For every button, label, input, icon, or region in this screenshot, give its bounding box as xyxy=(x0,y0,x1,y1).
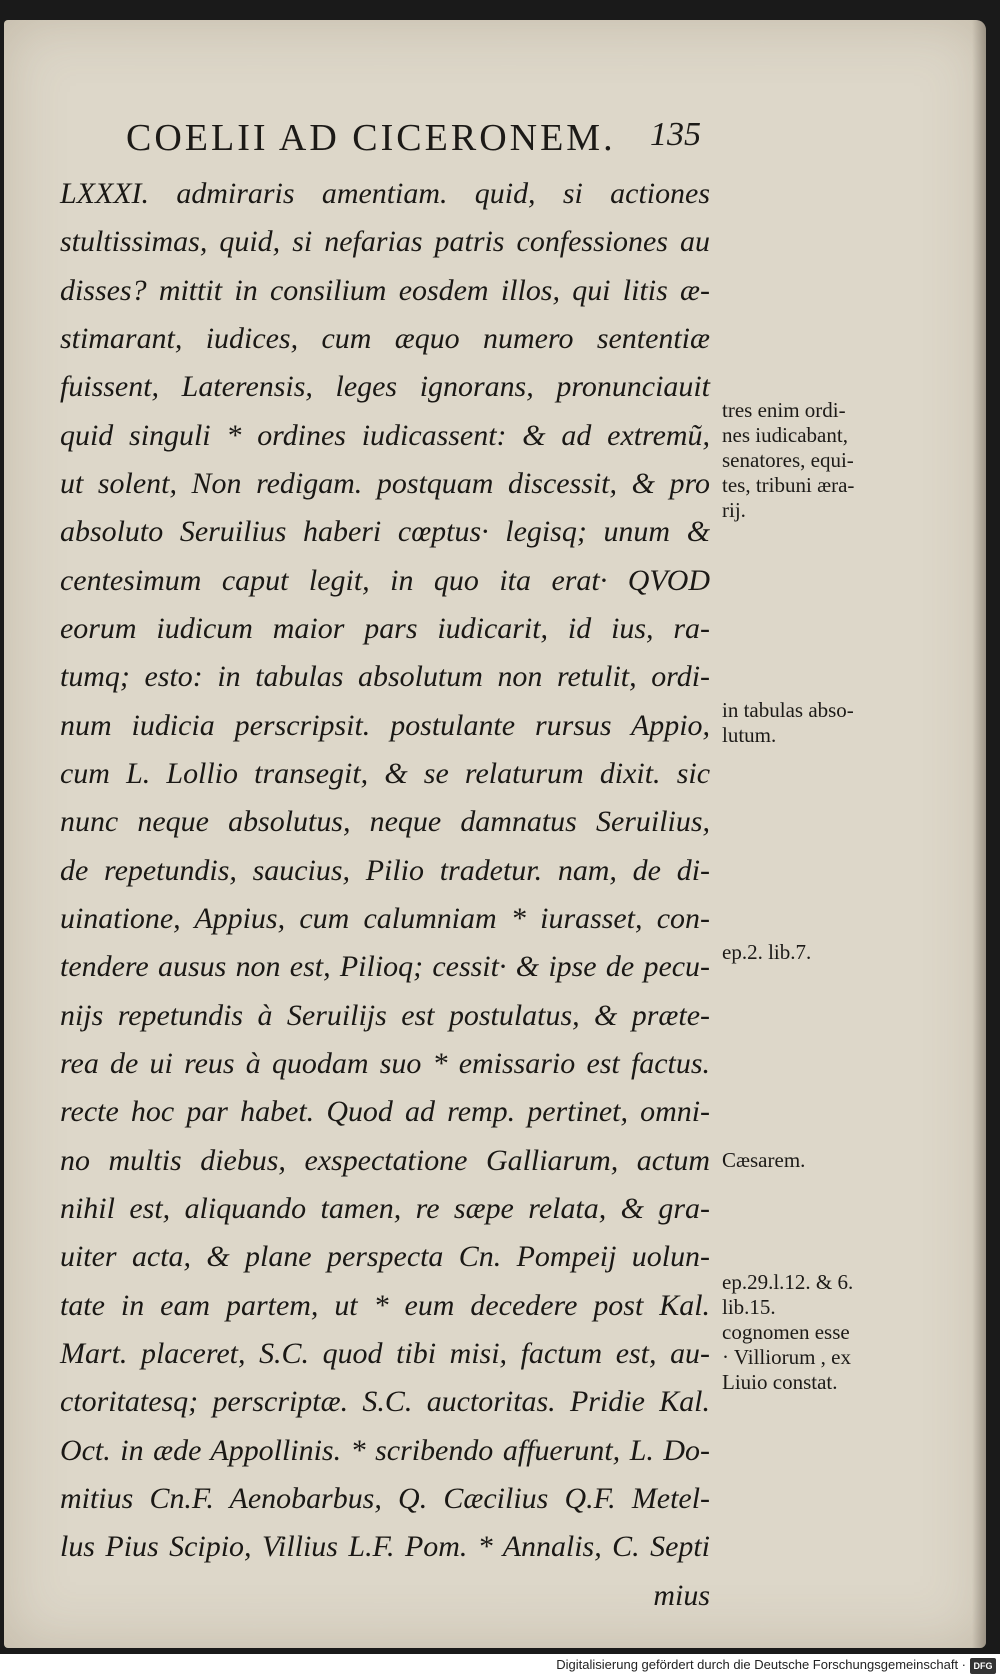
text-line: ut solent, Non redigam. postquam discessit, & pro xyxy=(60,467,710,500)
text-line: lus Pius Scipio, Villius L.F. Pom. * Annalis, C. Septi xyxy=(60,1530,710,1564)
page-edge-shadow xyxy=(972,20,986,1648)
text-line: nunc neque absolutus, neque damnatus Seruilius, xyxy=(60,805,710,839)
text-line: centesimum caput legit, in quo ita erat· QVOD xyxy=(60,563,710,597)
text-line: nijs repetundis à Seruilijs est postulatus, & præte- xyxy=(60,998,710,1032)
text-line: cum L. Lollio transegit, & se relaturum dixit. sic xyxy=(60,757,710,790)
funding-credit: Digitalisierung gefördert durch die Deutsche Forschungsgemeinschaft · xyxy=(556,1657,966,1672)
margin-note: Cæsarem. xyxy=(722,1148,806,1172)
text-line: ctoritatesq; perscriptæ. S.C. auctoritas. Pridie Kal. xyxy=(60,1385,710,1419)
text-line: absoluto Seruilius haberi cœptus· legisq; unum & xyxy=(60,515,710,549)
margin-note: ep.29.l.12. & 6. lib.15. xyxy=(722,1270,854,1319)
text-line: Oct. in æde Appollinis. * scribendo affuerunt, L. Do- xyxy=(60,1433,710,1467)
text-line: recte hoc par habet. Quod ad remp. pertinet, omni- xyxy=(60,1095,710,1129)
catchword: mius xyxy=(653,1578,710,1612)
text-line: de repetundis, saucius, Pilio tradetur. nam, de di- xyxy=(60,853,710,887)
text-line: LXXXI. admiraris amentiam. quid, si actiones xyxy=(60,177,710,210)
text-line: uinatione, Appius, cum calumniam * iurasset, con- xyxy=(60,902,710,935)
text-line: uiter acta, & plane perspecta Cn. Pompeij uolun- xyxy=(60,1240,710,1274)
text-line: stimarant, iudices, cum æquo numero sententiæ xyxy=(60,322,710,355)
margin-note: in tabulas abso- lutum. xyxy=(722,698,854,747)
margin-note: ep.2. lib.7. xyxy=(722,940,812,964)
text-line: rea de ui reus à quodam suo * emissario est factus. xyxy=(60,1047,710,1080)
page-number: 135 xyxy=(650,116,701,153)
text-line: no multis diebus, exspectatione Galliarum, actum xyxy=(60,1143,710,1177)
margin-note: cognomen esse · Villiorum , ex Liuio constat. xyxy=(722,1320,852,1394)
text-line: fuissent, Laterensis, leges ignorans, pronunciauit xyxy=(60,370,710,404)
text-line: num iudicia perscripsit. postulante rursus Appio, xyxy=(60,708,710,742)
text-line: Mart. placeret, S.C. quod tibi misi, factum est, au- xyxy=(60,1337,710,1370)
text-line: disses? mittit in consilium eosdem illos, qui litis æ- xyxy=(60,273,710,307)
text-line: nihil est, aliquando tamen, re sæpe relata, & gra- xyxy=(60,1192,710,1225)
text-line: tendere ausus non est, Pilioq; cessit· & ipse de pecu- xyxy=(60,950,710,984)
text-line: stultissimas, quid, si nefarias patris confessiones au xyxy=(60,225,710,259)
text-line: mitius Cn.F. Aenobarbus, Q. Cæcilius Q.F. Metel- xyxy=(60,1482,710,1515)
dfg-logo-icon: DFG xyxy=(970,1658,996,1674)
text-line: eorum iudicum maior pars iudicarit, id ius, ra- xyxy=(60,612,710,645)
text-line: quid singuli * ordines iudicassent: & ad extremũ, xyxy=(60,418,710,452)
book-page xyxy=(4,20,986,1648)
running-head: COELII AD CICERONEM. xyxy=(126,117,616,159)
digitization-footer xyxy=(0,1654,1000,1679)
text-line: tumq; esto: in tabulas absolutum non retulit, ordi- xyxy=(60,660,710,694)
margin-note: tres enim ordi- nes iudicabant, senatores, equi- tes, tribuni æra- rij. xyxy=(722,398,855,522)
text-line: tate in eam partem, ut * eum decedere post Kal. xyxy=(60,1288,710,1322)
